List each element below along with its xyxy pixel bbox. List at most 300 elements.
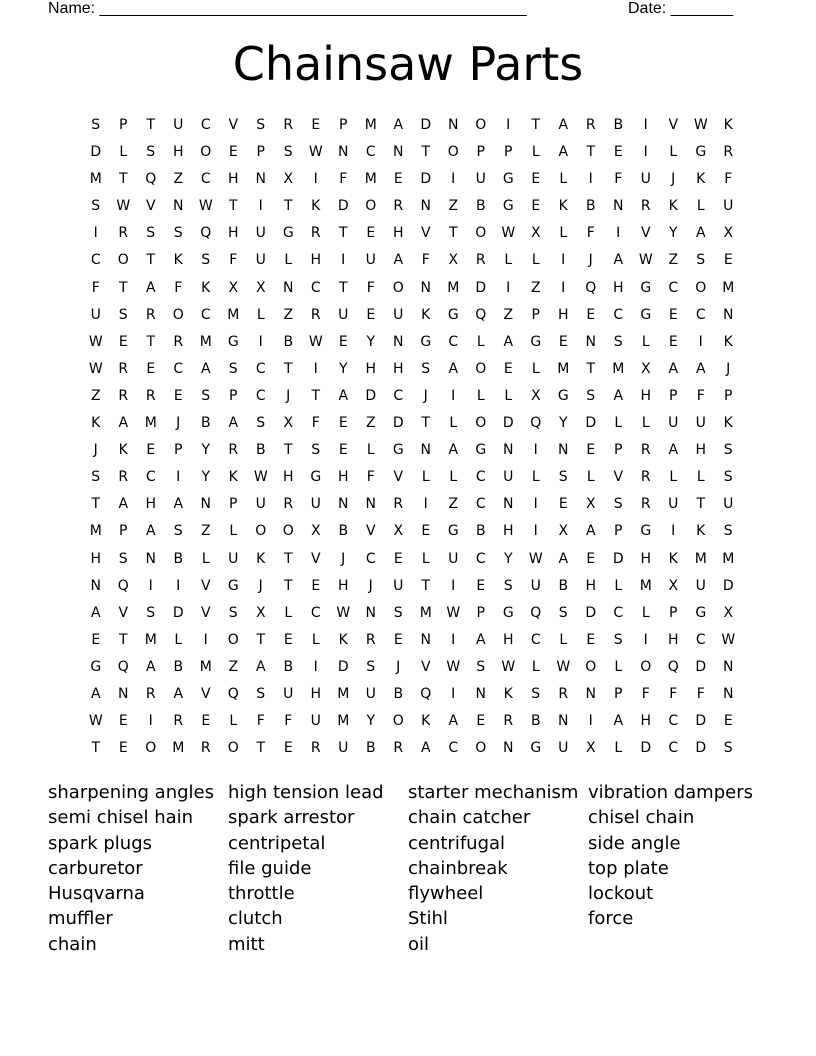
grid-cell[interactable]: I xyxy=(506,279,511,296)
grid-cell[interactable]: C xyxy=(695,306,706,323)
grid-cell[interactable]: T xyxy=(586,360,596,377)
grid-cell[interactable]: R xyxy=(118,469,129,486)
grid-cell[interactable]: J xyxy=(423,387,428,404)
grid-cell[interactable]: M xyxy=(612,360,625,377)
grid-cell[interactable]: T xyxy=(338,279,348,296)
grid-cell[interactable]: N xyxy=(420,631,431,648)
grid-cell[interactable]: R xyxy=(640,496,651,513)
grid-cell[interactable]: A xyxy=(90,604,101,621)
grid-cell[interactable]: S xyxy=(393,604,403,621)
grid-cell[interactable]: R xyxy=(145,306,156,323)
grid-cell[interactable]: U xyxy=(90,306,101,323)
grid-cell[interactable]: R xyxy=(145,685,156,702)
grid-cell[interactable]: S xyxy=(201,252,211,269)
grid-cell[interactable]: S xyxy=(146,225,156,242)
grid-cell[interactable]: E xyxy=(586,306,596,323)
grid-cell[interactable]: F xyxy=(696,387,705,404)
grid-cell[interactable]: S xyxy=(366,658,376,675)
grid-cell[interactable]: Z xyxy=(200,523,211,540)
grid-cell[interactable]: E xyxy=(311,577,321,594)
grid-cell[interactable]: M xyxy=(447,279,460,296)
grid-cell[interactable]: C xyxy=(365,550,376,567)
grid-cell[interactable]: Z xyxy=(530,279,541,296)
grid-cell[interactable]: R xyxy=(393,496,404,513)
grid-cell[interactable]: E xyxy=(146,442,156,459)
grid-cell[interactable]: L xyxy=(449,415,458,432)
grid-cell[interactable]: D xyxy=(695,658,707,675)
grid-cell[interactable]: X xyxy=(585,740,596,757)
grid-cell[interactable]: R xyxy=(723,144,734,161)
grid-cell[interactable]: J xyxy=(93,442,98,459)
grid-cell[interactable]: S xyxy=(256,117,266,133)
grid-cell[interactable]: X xyxy=(558,523,569,540)
grid-cell[interactable]: D xyxy=(585,604,597,621)
grid-cell[interactable]: A xyxy=(695,225,706,242)
grid-cell[interactable]: E xyxy=(91,631,101,648)
grid-cell[interactable]: Z xyxy=(90,387,101,404)
grid-cell[interactable]: M xyxy=(337,685,350,702)
grid-cell[interactable]: W xyxy=(446,604,461,621)
grid-cell[interactable]: T xyxy=(283,360,293,377)
grid-cell[interactable]: P xyxy=(614,685,623,702)
grid-cell[interactable]: E xyxy=(118,333,128,350)
grid-cell[interactable]: W xyxy=(721,631,736,648)
grid-cell[interactable]: N xyxy=(283,279,294,296)
grid-cell[interactable]: M xyxy=(89,171,102,188)
grid-cell[interactable]: E xyxy=(311,117,321,133)
grid-cell[interactable]: C xyxy=(613,306,624,323)
grid-cell[interactable]: F xyxy=(91,279,100,296)
grid-cell[interactable]: F xyxy=(366,279,375,296)
grid-cell[interactable]: E xyxy=(366,306,376,323)
grid-cell[interactable]: L xyxy=(559,171,568,188)
grid-cell[interactable]: R xyxy=(503,713,514,730)
grid-cell[interactable]: L xyxy=(174,631,183,648)
grid-cell[interactable]: R xyxy=(393,740,404,757)
grid-cell[interactable]: G xyxy=(282,225,294,242)
grid-cell[interactable]: G xyxy=(640,279,652,296)
grid-cell[interactable]: H xyxy=(282,469,294,486)
grid-cell[interactable]: L xyxy=(531,144,540,161)
grid-cell[interactable]: I xyxy=(671,523,676,540)
grid-cell[interactable]: T xyxy=(146,252,156,269)
grid-cell[interactable]: U xyxy=(228,550,239,567)
grid-cell[interactable]: G xyxy=(640,523,652,540)
grid-cell[interactable]: K xyxy=(696,523,706,540)
grid-cell[interactable]: V xyxy=(200,577,211,594)
grid-cell[interactable]: U xyxy=(668,496,679,513)
grid-cell[interactable]: G xyxy=(420,333,432,350)
grid-cell[interactable]: E xyxy=(668,333,678,350)
grid-cell[interactable]: D xyxy=(640,740,652,757)
grid-cell[interactable]: C xyxy=(365,144,376,161)
grid-cell[interactable]: A xyxy=(668,360,679,377)
grid-cell[interactable]: M xyxy=(172,740,185,757)
grid-cell[interactable]: Q xyxy=(117,658,129,675)
grid-cell[interactable]: R xyxy=(118,360,129,377)
grid-cell[interactable]: N xyxy=(90,577,101,594)
grid-cell[interactable]: G xyxy=(447,523,459,540)
grid-cell[interactable]: E xyxy=(476,577,486,594)
grid-cell[interactable]: U xyxy=(695,415,706,432)
grid-cell[interactable]: J xyxy=(588,252,593,269)
grid-cell[interactable]: P xyxy=(531,306,540,323)
grid-cell[interactable]: B xyxy=(173,550,184,567)
grid-cell[interactable]: U xyxy=(723,496,734,513)
grid-cell[interactable]: K xyxy=(118,442,128,459)
grid-cell[interactable]: O xyxy=(365,198,377,215)
grid-cell[interactable]: R xyxy=(393,198,404,215)
grid-cell[interactable]: L xyxy=(366,442,375,459)
grid-cell[interactable]: I xyxy=(451,685,456,702)
grid-cell[interactable]: Q xyxy=(200,225,212,242)
grid-cell[interactable]: E xyxy=(586,631,596,648)
grid-cell[interactable]: C xyxy=(695,631,706,648)
grid-cell[interactable]: P xyxy=(256,144,265,161)
grid-cell[interactable]: S xyxy=(201,387,211,404)
grid-cell[interactable]: A xyxy=(200,360,211,377)
grid-cell[interactable]: L xyxy=(284,604,293,621)
grid-cell[interactable]: S xyxy=(118,306,128,323)
grid-cell[interactable]: N xyxy=(723,658,734,675)
grid-cell[interactable]: I xyxy=(533,442,538,459)
grid-cell[interactable]: V xyxy=(200,604,211,621)
grid-cell[interactable]: H xyxy=(365,360,377,377)
grid-cell[interactable]: N xyxy=(200,496,211,513)
grid-cell[interactable]: O xyxy=(282,523,294,540)
grid-cell[interactable]: P xyxy=(119,523,128,540)
grid-cell[interactable]: V xyxy=(118,604,129,621)
grid-cell[interactable]: A xyxy=(118,415,129,432)
grid-cell[interactable]: V xyxy=(145,198,156,215)
grid-cell[interactable]: X xyxy=(530,387,541,404)
grid-cell[interactable]: P xyxy=(119,117,128,133)
grid-cell[interactable]: B xyxy=(365,740,376,757)
grid-cell[interactable]: Y xyxy=(366,333,376,350)
grid-cell[interactable]: M xyxy=(337,713,350,730)
grid-cell[interactable]: R xyxy=(145,387,156,404)
grid-cell[interactable]: C xyxy=(448,740,459,757)
grid-cell[interactable]: L xyxy=(669,469,678,486)
grid-cell[interactable]: D xyxy=(420,117,432,133)
grid-cell[interactable]: L xyxy=(531,658,540,675)
grid-cell[interactable]: E xyxy=(338,333,348,350)
grid-cell[interactable]: L xyxy=(641,415,650,432)
grid-cell[interactable]: M xyxy=(227,306,240,323)
grid-cell[interactable]: U xyxy=(255,496,266,513)
grid-cell[interactable]: U xyxy=(668,415,679,432)
grid-cell[interactable]: Q xyxy=(420,685,432,702)
grid-cell[interactable]: I xyxy=(313,360,318,377)
grid-cell[interactable]: L xyxy=(449,469,458,486)
grid-cell[interactable]: N xyxy=(393,333,404,350)
grid-cell[interactable]: Q xyxy=(475,306,487,323)
grid-cell[interactable]: R xyxy=(585,117,596,133)
grid-cell[interactable]: S xyxy=(118,550,128,567)
grid-cell[interactable]: D xyxy=(90,144,102,161)
grid-cell[interactable]: V xyxy=(420,225,431,242)
grid-cell[interactable]: D xyxy=(337,198,349,215)
grid-cell[interactable]: L xyxy=(531,469,540,486)
grid-cell[interactable]: D xyxy=(695,740,707,757)
grid-cell[interactable]: B xyxy=(613,117,624,133)
grid-cell[interactable]: E xyxy=(586,442,596,459)
grid-cell[interactable]: N xyxy=(585,685,596,702)
grid-cell[interactable]: U xyxy=(558,740,569,757)
grid-cell[interactable]: A xyxy=(585,523,596,540)
grid-cell[interactable]: W xyxy=(556,658,571,675)
grid-cell[interactable]: Z xyxy=(668,252,679,269)
grid-cell[interactable]: F xyxy=(696,685,705,702)
grid-cell[interactable]: T xyxy=(283,442,293,459)
grid-cell[interactable]: E xyxy=(723,713,733,730)
grid-cell[interactable]: K xyxy=(421,306,431,323)
grid-cell[interactable]: F xyxy=(339,171,348,188)
grid-cell[interactable]: F xyxy=(641,685,650,702)
grid-cell[interactable]: Q xyxy=(667,658,679,675)
grid-cell[interactable]: R xyxy=(640,469,651,486)
grid-cell[interactable]: C xyxy=(255,360,266,377)
grid-cell[interactable]: C xyxy=(448,333,459,350)
grid-cell[interactable]: Y xyxy=(201,442,211,459)
grid-cell[interactable]: I xyxy=(176,469,181,486)
grid-cell[interactable]: I xyxy=(451,171,456,188)
grid-cell[interactable]: W xyxy=(253,469,268,486)
grid-cell[interactable]: O xyxy=(695,279,707,296)
grid-cell[interactable]: B xyxy=(200,415,211,432)
grid-cell[interactable]: A xyxy=(173,496,184,513)
grid-cell[interactable]: B xyxy=(255,442,266,459)
grid-cell[interactable]: H xyxy=(310,685,322,702)
grid-cell[interactable]: W xyxy=(501,658,516,675)
grid-cell[interactable]: P xyxy=(724,387,733,404)
grid-cell[interactable]: F xyxy=(614,171,623,188)
grid-cell[interactable]: I xyxy=(561,279,566,296)
grid-cell[interactable]: S xyxy=(723,442,733,459)
grid-cell[interactable]: R xyxy=(640,198,651,215)
grid-cell[interactable]: D xyxy=(585,415,597,432)
grid-cell[interactable]: H xyxy=(502,631,514,648)
grid-cell[interactable]: X xyxy=(530,225,541,242)
grid-cell[interactable]: P xyxy=(614,442,623,459)
grid-cell[interactable]: N xyxy=(420,442,431,459)
grid-cell[interactable]: J xyxy=(368,577,373,594)
grid-cell[interactable]: X xyxy=(255,604,266,621)
grid-cell[interactable]: K xyxy=(228,469,238,486)
grid-cell[interactable]: H xyxy=(640,713,652,730)
grid-cell[interactable]: T xyxy=(256,740,266,757)
grid-cell[interactable]: T xyxy=(256,631,266,648)
grid-cell[interactable]: L xyxy=(284,252,293,269)
grid-cell[interactable]: W xyxy=(638,252,653,269)
grid-cell[interactable]: A xyxy=(145,658,156,675)
grid-cell[interactable]: H xyxy=(310,252,322,269)
grid-cell[interactable]: Y xyxy=(366,713,376,730)
grid-cell[interactable]: R xyxy=(228,442,239,459)
grid-cell[interactable]: F xyxy=(366,469,375,486)
grid-cell[interactable]: S xyxy=(228,360,238,377)
grid-cell[interactable]: T xyxy=(421,577,431,594)
grid-cell[interactable]: I xyxy=(588,713,593,730)
grid-cell[interactable]: N xyxy=(723,685,734,702)
grid-cell[interactable]: V xyxy=(613,469,624,486)
grid-cell[interactable]: N xyxy=(365,604,376,621)
grid-cell[interactable]: E xyxy=(558,496,568,513)
grid-cell[interactable]: K xyxy=(668,550,678,567)
grid-cell[interactable]: L xyxy=(696,469,705,486)
grid-cell[interactable]: C xyxy=(310,279,321,296)
grid-cell[interactable]: H xyxy=(557,306,569,323)
grid-cell[interactable]: C xyxy=(200,117,211,133)
grid-cell[interactable]: L xyxy=(614,740,623,757)
grid-cell[interactable]: I xyxy=(643,144,648,161)
grid-cell[interactable]: A xyxy=(668,442,679,459)
grid-cell[interactable]: C xyxy=(668,740,679,757)
grid-cell[interactable]: G xyxy=(530,740,542,757)
grid-cell[interactable]: Q xyxy=(117,577,129,594)
grid-cell[interactable]: F xyxy=(586,225,595,242)
grid-cell[interactable]: L xyxy=(669,144,678,161)
grid-cell[interactable]: E xyxy=(613,144,623,161)
date-field[interactable]: Date: _______ xyxy=(628,0,733,17)
grid-cell[interactable]: L xyxy=(696,198,705,215)
grid-cell[interactable]: F xyxy=(724,171,733,188)
grid-cell[interactable]: J xyxy=(341,550,346,567)
grid-cell[interactable]: H xyxy=(640,387,652,404)
grid-cell[interactable]: V xyxy=(228,117,239,133)
grid-cell[interactable]: S xyxy=(91,198,101,215)
grid-cell[interactable]: P xyxy=(229,387,238,404)
grid-cell[interactable]: J xyxy=(286,387,291,404)
grid-cell[interactable]: O xyxy=(392,713,404,730)
grid-cell[interactable]: W xyxy=(308,144,323,161)
grid-cell[interactable]: D xyxy=(392,415,404,432)
grid-cell[interactable]: K xyxy=(696,171,706,188)
grid-cell[interactable]: N xyxy=(613,198,624,215)
grid-cell[interactable]: S xyxy=(613,333,623,350)
grid-cell[interactable]: R xyxy=(475,252,486,269)
grid-cell[interactable]: S xyxy=(91,469,101,486)
grid-cell[interactable]: S xyxy=(173,523,183,540)
grid-cell[interactable]: K xyxy=(668,198,678,215)
grid-cell[interactable]: U xyxy=(173,117,184,133)
grid-cell[interactable]: G xyxy=(502,604,514,621)
grid-cell[interactable]: I xyxy=(148,713,153,730)
grid-cell[interactable]: A xyxy=(90,685,101,702)
grid-cell[interactable]: F xyxy=(669,685,678,702)
grid-cell[interactable]: N xyxy=(255,171,266,188)
grid-cell[interactable]: T xyxy=(146,333,156,350)
grid-cell[interactable]: Y xyxy=(201,469,211,486)
grid-cell[interactable]: R xyxy=(310,740,321,757)
grid-cell[interactable]: B xyxy=(475,523,486,540)
grid-cell[interactable]: M xyxy=(722,550,735,567)
grid-cell[interactable]: N xyxy=(585,333,596,350)
grid-cell[interactable]: H xyxy=(227,225,239,242)
grid-cell[interactable]: K xyxy=(723,333,733,350)
grid-cell[interactable]: M xyxy=(199,333,212,350)
grid-cell[interactable]: T xyxy=(118,171,128,188)
grid-cell[interactable]: L xyxy=(421,550,430,567)
grid-cell[interactable]: J xyxy=(396,658,401,675)
grid-cell[interactable]: I xyxy=(423,496,428,513)
grid-cell[interactable]: O xyxy=(475,740,487,757)
grid-cell[interactable]: O xyxy=(392,279,404,296)
grid-cell[interactable]: N xyxy=(118,685,129,702)
grid-cell[interactable]: E xyxy=(228,144,238,161)
grid-cell[interactable]: B xyxy=(475,198,486,215)
grid-cell[interactable]: K xyxy=(311,198,321,215)
grid-cell[interactable]: L xyxy=(476,333,485,350)
grid-cell[interactable]: T xyxy=(421,415,431,432)
grid-cell[interactable]: X xyxy=(283,415,294,432)
grid-cell[interactable]: N xyxy=(420,279,431,296)
grid-cell[interactable]: E xyxy=(668,306,678,323)
grid-cell[interactable]: S xyxy=(696,252,706,269)
grid-cell[interactable]: C xyxy=(668,279,679,296)
grid-cell[interactable]: T xyxy=(531,117,541,133)
grid-cell[interactable]: O xyxy=(475,415,487,432)
grid-cell[interactable]: N xyxy=(448,117,459,133)
grid-cell[interactable]: F xyxy=(421,252,430,269)
grid-cell[interactable]: A xyxy=(338,387,349,404)
grid-cell[interactable]: C xyxy=(310,604,321,621)
grid-cell[interactable]: R xyxy=(283,496,294,513)
grid-cell[interactable]: O xyxy=(475,360,487,377)
grid-cell[interactable]: U xyxy=(255,252,266,269)
grid-cell[interactable]: G xyxy=(502,198,514,215)
grid-cell[interactable]: H xyxy=(145,496,157,513)
grid-cell[interactable]: O xyxy=(145,740,157,757)
grid-cell[interactable]: Q xyxy=(227,685,239,702)
grid-cell[interactable]: N xyxy=(420,198,431,215)
grid-cell[interactable]: C xyxy=(200,306,211,323)
grid-cell[interactable]: I xyxy=(258,333,263,350)
grid-cell[interactable]: I xyxy=(616,225,621,242)
grid-cell[interactable]: A xyxy=(503,333,514,350)
grid-cell[interactable]: W xyxy=(693,117,708,133)
grid-cell[interactable]: L xyxy=(256,306,265,323)
grid-cell[interactable]: N xyxy=(145,550,156,567)
grid-cell[interactable]: E xyxy=(118,740,128,757)
grid-cell[interactable]: G xyxy=(557,387,569,404)
grid-cell[interactable]: F xyxy=(311,415,320,432)
grid-cell[interactable]: N xyxy=(173,198,184,215)
grid-cell[interactable]: G xyxy=(475,442,487,459)
grid-cell[interactable]: I xyxy=(533,496,538,513)
grid-cell[interactable]: S xyxy=(586,387,596,404)
grid-cell[interactable]: U xyxy=(640,171,651,188)
grid-cell[interactable]: X xyxy=(393,523,404,540)
grid-cell[interactable]: V xyxy=(310,550,321,567)
grid-cell[interactable]: R xyxy=(310,225,321,242)
grid-cell[interactable]: H xyxy=(667,631,679,648)
grid-cell[interactable]: X xyxy=(585,496,596,513)
grid-cell[interactable]: A xyxy=(448,360,459,377)
grid-cell[interactable]: N xyxy=(475,685,486,702)
grid-cell[interactable]: H xyxy=(172,144,184,161)
grid-cell[interactable]: X xyxy=(255,279,266,296)
grid-cell[interactable]: W xyxy=(88,333,103,350)
grid-cell[interactable]: G xyxy=(90,658,102,675)
grid-cell[interactable]: O xyxy=(475,225,487,242)
grid-cell[interactable]: W xyxy=(308,333,323,350)
grid-cell[interactable]: S xyxy=(531,685,541,702)
grid-cell[interactable]: T xyxy=(311,387,321,404)
grid-cell[interactable]: C xyxy=(200,171,211,188)
grid-cell[interactable]: A xyxy=(255,658,266,675)
grid-cell[interactable]: S xyxy=(146,144,156,161)
